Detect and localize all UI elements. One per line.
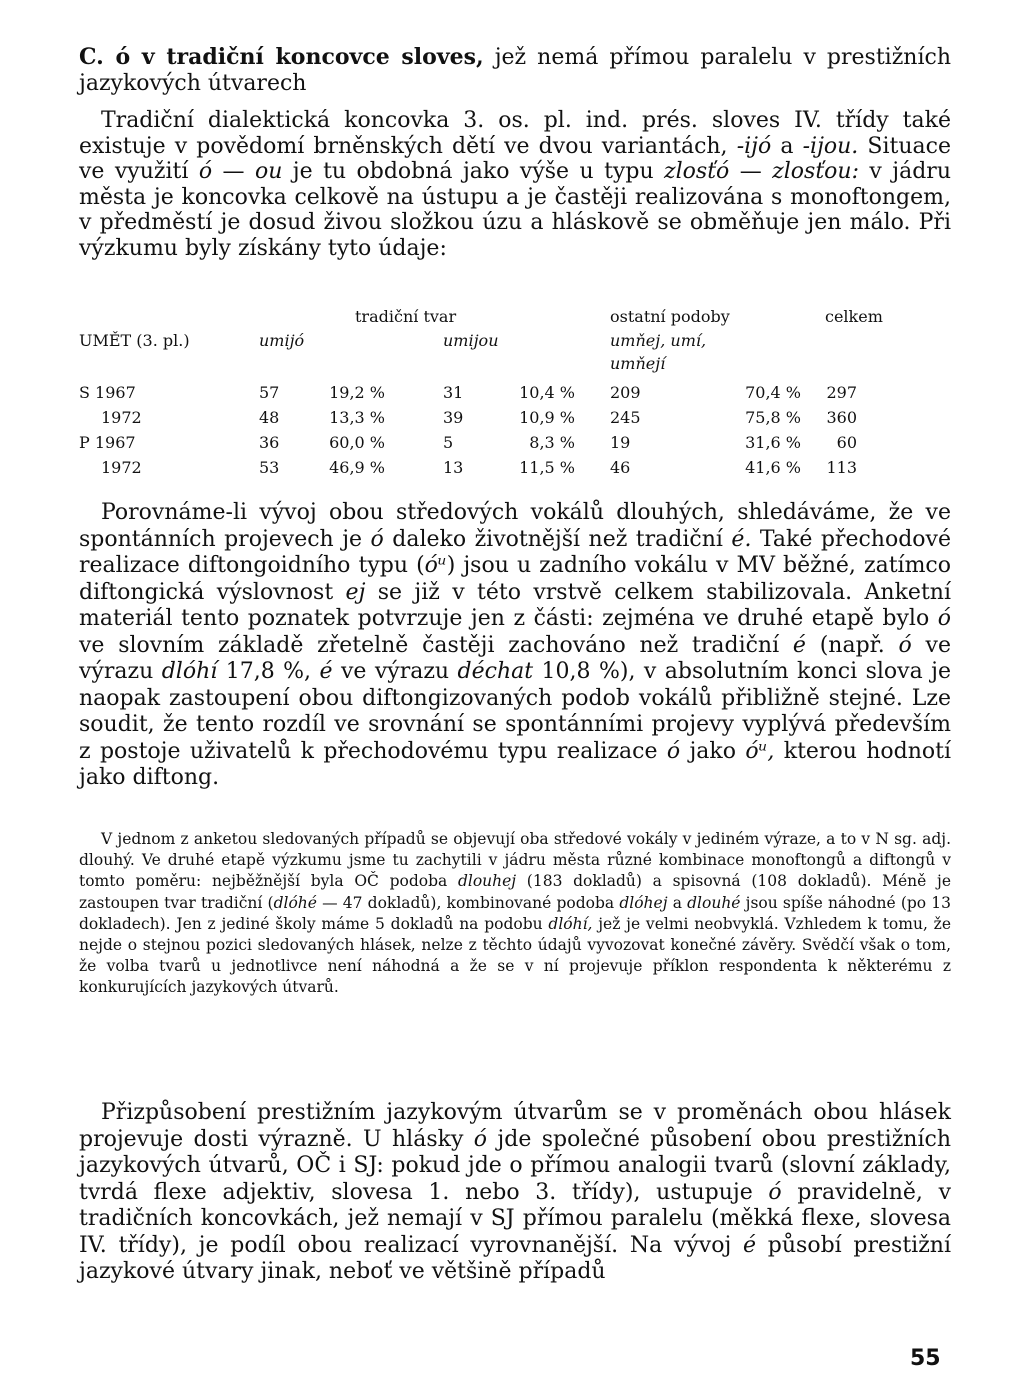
cell-umijou-count: 5 — [443, 433, 454, 452]
text-run: ve výrazu — [79, 632, 951, 684]
cell-other-pct: 31,6 % — [745, 433, 801, 452]
form-umijou: umijou — [443, 331, 499, 350]
text-run: působí prestižní jazykové útvary jinak, neboť ve většině případů — [79, 1232, 951, 1284]
table-row-label: 1972 — [101, 408, 142, 427]
italic-term: ó — [937, 606, 951, 631]
cell-other-pct: 70,4 % — [745, 383, 801, 402]
cell-umijo-count: 36 — [259, 433, 280, 452]
cell-umijou-pct: 10,4 % — [519, 383, 575, 402]
italic-term: dlouhej — [457, 872, 517, 891]
italic-term: ó — [198, 159, 213, 184]
italic-term: dlóhí, — [548, 914, 593, 933]
italic-term: é — [743, 1232, 757, 1258]
table-row-label: S 1967 — [79, 383, 136, 402]
text-run: v jádru města je koncovka celkově na ústupu a je častěji realizována s monoftongem, v předměstí je dosud živou složkou úzu a hláskově se obměňuje jen málo. Při výzkumu byly získány tyto údaje: — [79, 159, 951, 261]
text-run: Porovnáme-li vývoj obou středových vokálů dlouhých, shledáváme, že ve spontánních projevech je — [79, 500, 951, 552]
section-title-rest: jež nemá přímou paralelu v prestižních jazykových útvarech — [79, 45, 952, 96]
italic-term: óᵘ, — [745, 738, 775, 764]
form-umijo: umijó — [259, 331, 305, 350]
cell-umijo-pct: 46,9 % — [329, 458, 385, 477]
text-run: kterou hodnotí jako diftong. — [79, 738, 952, 790]
paragraph-3 — [79, 1100, 951, 1286]
text-run: a — [771, 133, 803, 159]
text-run: jde společné působení obou prestižních jazykových útvarů, OČ i SJ: pokud jde o přímou analogii tvarů (slovní základy, tvrdá flexe adjektiv, slovesa 1. nebo 3. třídy), ustupuje — [79, 1126, 951, 1205]
text-run: jako — [680, 738, 746, 764]
table-row-label: 1972 — [101, 458, 142, 477]
text-run: daleko životnější než tradiční — [383, 526, 732, 552]
italic-term: ó — [666, 738, 681, 764]
cell-umijou-count: 31 — [443, 383, 464, 402]
italic-term: déchat — [457, 659, 534, 684]
text-run: pravidelně, v tradičních koncovkách, jež nemají v SJ přímou paralelu (měkká flexe, slovesa IV. třídy), je podíl obou realizací vyrovnanější. Na vývoj — [79, 1179, 951, 1258]
cell-total: 60 — [836, 433, 857, 452]
cell-umijo-pct: 19,2 % — [329, 383, 385, 402]
text-run: (např. — [805, 632, 899, 658]
text-run: a — [667, 893, 688, 912]
cell-other-pct: 41,6 % — [745, 458, 801, 477]
table-row-label: P 1967 — [79, 433, 136, 452]
section-title: C. ó v tradiční koncovce sloves, — [79, 44, 484, 70]
italic-term: dlouhé — [687, 893, 741, 912]
cell-other-count: 209 — [610, 383, 641, 402]
cell-other-count: 19 — [610, 433, 631, 452]
italic-term: dlóhé — [273, 893, 317, 912]
text-run: Přizpůsobení prestižním jazykovým útvarům se v proměnách obou hlásek projevuje dosti výrazně. U hlásky — [79, 1100, 951, 1152]
cell-umijo-pct: 60,0 % — [329, 433, 385, 452]
text-run: je tu obdobná jako výše u typu — [282, 159, 665, 184]
footnote-paragraph — [79, 829, 951, 999]
header-total: celkem — [825, 307, 883, 326]
header-traditional-form: tradiční tvar — [355, 307, 457, 326]
cell-umijou-pct: 8,3 % — [529, 433, 575, 452]
italic-term: ó — [370, 526, 384, 552]
text-run: ve výrazu — [332, 659, 458, 684]
italic-term: ó — [768, 1179, 782, 1205]
cell-umijo-count: 57 — [259, 383, 280, 402]
text-run: V jednom z anketou sledovaných případů se objevují oba středové vokály v jediném výraze, a to v N sg. adj. dlouhý. Ve druhé etapě výzkumu jsme tu zachytili v jádru města různé kombinace monoftongů a diftongů v tomto poměru: nejběžnější byla OČ podoba — [79, 830, 951, 891]
italic-term: ou — [254, 159, 283, 184]
text-run: jež je velmi neobvyklá. Vzhledem k tomu, že nejde o stejnou pozici sledovaných hlásek, nelze z těchto údajů vyvozovat konečné závěry. Svědčí však o tom, že volba tvarů u jednotlivce není náhodná a že se v ní projevuje příklon respondenta k některému z konkurujících jazykových útvarů. — [79, 914, 951, 997]
italic-term: ó — [473, 1126, 488, 1152]
italic-term: é. — [731, 526, 752, 552]
cell-umijou-pct: 11,5 % — [519, 458, 575, 477]
italic-term: -ijou. — [802, 133, 859, 159]
italic-term: ó — [898, 632, 912, 658]
cell-umijou-count: 13 — [443, 458, 464, 477]
cell-other-pct: 75,8 % — [745, 408, 801, 427]
text-run: 17,8 %, — [217, 659, 320, 684]
data-table — [79, 307, 951, 477]
cell-umijou-count: 39 — [443, 408, 464, 427]
italic-term: ej — [345, 579, 366, 605]
form-other-2: umňejí — [610, 354, 666, 373]
cell-total: 360 — [826, 408, 857, 427]
cell-umijo-count: 48 — [259, 408, 280, 427]
text-run: — 47 dokladů), kombinované podoba — [316, 893, 620, 912]
text-run: (183 dokladů) a spisovná (108 dokladů). Méně je zastoupen tvar tradiční ( — [79, 872, 951, 912]
text-run: — — [212, 159, 255, 184]
cell-total: 113 — [826, 458, 857, 477]
italic-term: é — [319, 659, 333, 684]
text-run: 10,8 %), v absolutním konci slova je naopak zastoupení obou diftongizovaných podob vokálů přibližně stejné. Lze soudit, že tento rozdíl ve srovnání se spontánními projevy vyplývá především z postoje uživatelů k přechodovému typu realizace — [79, 659, 951, 764]
section-heading — [79, 45, 951, 96]
italic-term: dlóhej — [619, 893, 668, 912]
text-run: Také přechodové realizace diftongoidního typu ( — [79, 526, 951, 578]
form-other-1: umňej, umí, — [610, 331, 707, 350]
header-other-forms: ostatní podoby — [610, 307, 730, 326]
cell-other-count: 245 — [610, 408, 641, 427]
italic-term: -ijó — [736, 133, 772, 159]
italic-term: zlosťó — [664, 159, 730, 184]
text-run: — — [729, 159, 773, 184]
text-run: jsou spíše náhodné (po 13 dokladech). Jen z jediné školy máme 5 dokladů na podobu — [79, 893, 952, 933]
italic-term: é — [792, 632, 806, 658]
text-run: ) jsou u zadního vokálu v MV běžné, zatímco diftongická výslovnost — [79, 553, 951, 605]
text-run: ve slovním základě zřetelně častěji zachováno než tradiční — [79, 632, 793, 658]
italic-term: dlóhí — [161, 659, 218, 684]
text-run: Tradiční dialektická koncovka 3. os. pl. ind. prés. sloves IV. třídy také existuje v povědomí brněnských dětí ve dvou variantách, — [79, 108, 951, 159]
paragraph-1 — [79, 108, 951, 261]
italic-term: óᵘ — [424, 553, 447, 578]
cell-umijo-count: 53 — [259, 458, 280, 477]
paragraph-2 — [79, 500, 951, 792]
page-number: 55 — [910, 1346, 941, 1371]
cell-total: 297 — [826, 383, 857, 402]
text-run: Situace ve využití — [79, 133, 951, 184]
cell-umijo-pct: 13,3 % — [329, 408, 385, 427]
row-label-umet: UMĚT (3. pl.) — [79, 331, 190, 350]
text-run: se již v této vrstvě celkem stabilizovala. Anketní materiál tento poznatek potvrzuje jen z části: zejména ve druhé etapě bylo — [79, 579, 951, 631]
italic-term: zlosťou: — [772, 159, 859, 184]
cell-other-count: 46 — [610, 458, 631, 477]
cell-umijou-pct: 10,9 % — [519, 408, 575, 427]
